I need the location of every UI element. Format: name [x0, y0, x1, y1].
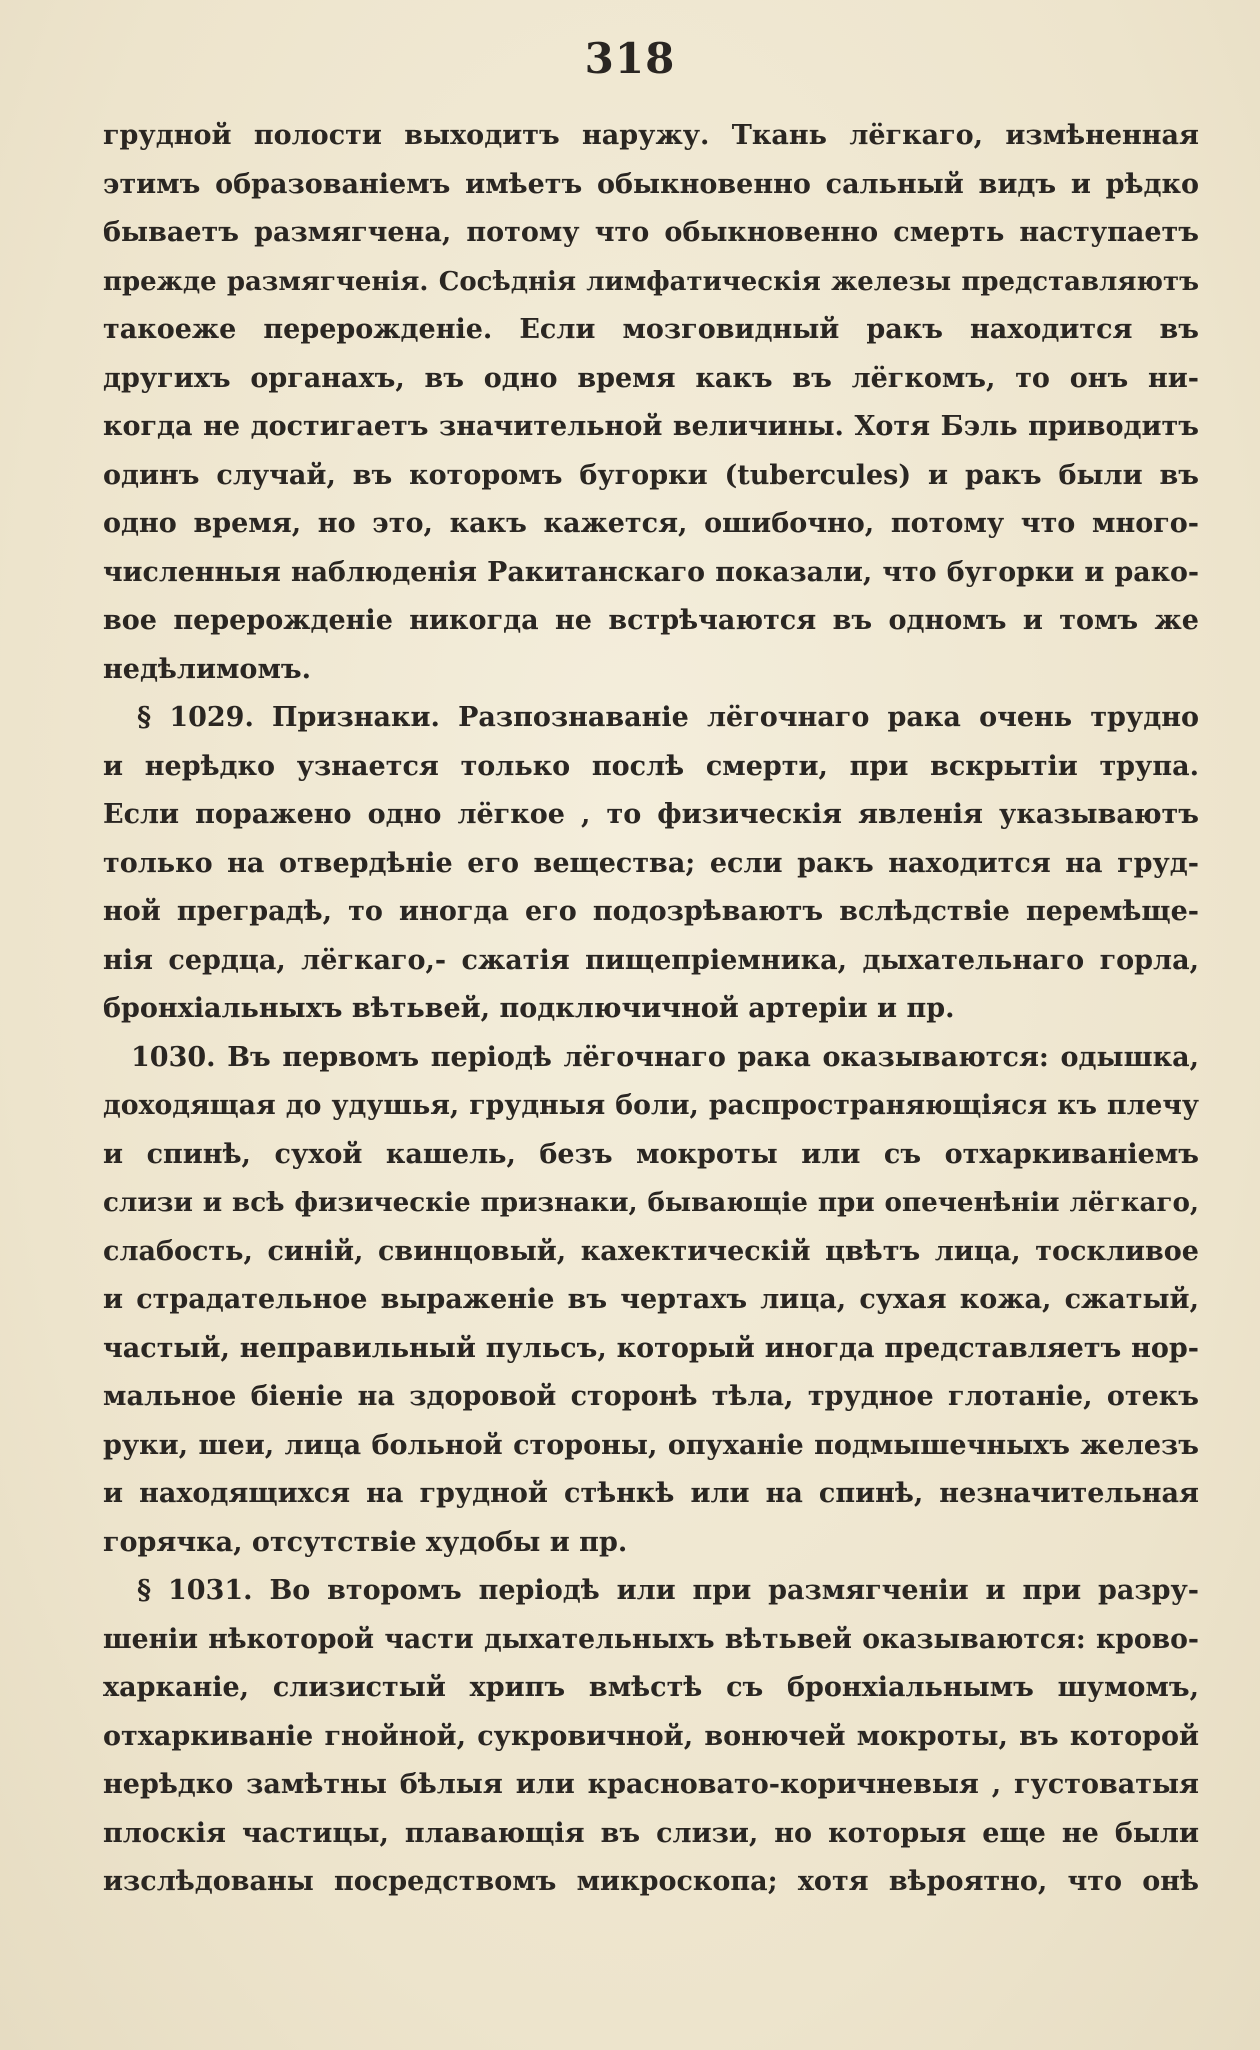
text-line: руки, шеи, лица больной стороны, опуханіе подмышечныхъ железъ [103, 1429, 1199, 1461]
text-line: вое перерожденіе никогда не встрѣчаются въ одномъ и томъ же [103, 605, 1199, 636]
text-line: 1030. Въ первомъ періодѣ лёгочнаго рака оказываются: одышка, [131, 1041, 1199, 1073]
page-number: 318 [584, 34, 676, 83]
text-line: нія сердца, лёгкаго,- сжатія пищепріемника, дыхательнаго горла, [103, 944, 1199, 976]
text-line: бываетъ размягчена, потому что обыкновенно смерть наступаетъ [103, 217, 1199, 248]
text-line: численныя наблюденія Ракитанскаго показали, что бугорки и рако- [103, 556, 1199, 588]
text-line: § 1031. Во второмъ періодѣ или при размягченіи и при разру- [137, 1575, 1199, 1606]
text-line: только на отвердѣніе его вещества; если ракъ находится на груд- [103, 847, 1199, 879]
text-line: когда не достигаетъ значительной величины. Хотя Бэль приводитъ [103, 411, 1199, 442]
text-line: грудной полости выходитъ наружу. Ткань лёгкаго, измѣненная [103, 120, 1199, 151]
text-line: и нерѣдко узнается только послѣ смерти, при вскрытіи трупа. [103, 750, 1199, 782]
text-line: Если поражено одно лёгкое , то физическія явленія указываютъ [103, 799, 1199, 830]
body-text [103, 112, 1199, 1907]
paragraph-1031 [103, 1567, 1199, 1907]
text-line: бронхіальныхъ вѣтьвей, подключичной артеріи и пр. [103, 993, 955, 1024]
text-line: этимъ образованіемъ имѣетъ обыкновенно сальный видъ и рѣдко [103, 168, 1199, 200]
text-line: доходящая до удушья, грудныя боли, распространяющіяся къ плечу [103, 1090, 1199, 1121]
text-line: частый, неправильный пульсъ, который иногда представляетъ нор- [103, 1332, 1199, 1364]
text-line: и страдательное выраженіе въ чертахъ лица, сухая кожа, сжатый, [103, 1284, 1199, 1315]
text-line: § 1029. Признаки. Разпознаваніе лёгочнаго рака очень трудно [137, 702, 1199, 733]
paragraph-1029 [103, 694, 1199, 1034]
text-line: и находящихся на грудной стѣнкѣ или на спинѣ, незначительная [103, 1478, 1199, 1509]
text-line: отхаркиваніе гнойной, сукровичной, вонючей мокроты, въ которой [103, 1720, 1199, 1752]
text-line: слабость, синій, свинцовый, кахектическій цвѣтъ лица, тоскливое [103, 1235, 1199, 1267]
text-line: слизи и всѣ физическіе признаки, бывающіе при опеченѣніи лёгкаго, [103, 1187, 1199, 1218]
text-line: одно время, но это, какъ кажется, ошибочно, потому что много- [103, 508, 1199, 539]
text-line: недѣлимомъ. [103, 653, 312, 685]
text-line: мальное біеніе на здоровой сторонѣ тѣла, трудное глотаніе, отекъ [103, 1381, 1199, 1412]
text-line: ной преградѣ, то иногда его подозрѣваютъ вслѣдствіе перемѣще- [103, 896, 1199, 927]
text-line: нерѣдко замѣтны бѣлыя или красновато-коричневыя , густоватыя [103, 1769, 1199, 1800]
text-line: одинъ случай, въ которомъ бугорки (tubercules) и ракъ были въ [103, 459, 1199, 491]
text-line: такоеже перерожденіе. Если мозговидный ракъ находится въ [103, 314, 1199, 345]
paragraph-continuation [103, 112, 1199, 694]
text-line: горячка, отсутствіе худобы и пр. [103, 1526, 628, 1558]
text-line: изслѣдованы посредствомъ микроскопа; хотя вѣроятно, что онѣ [103, 1866, 1199, 1897]
text-line: прежде размягченія. Сосѣднія лимфатическія железы представляютъ [103, 266, 1199, 297]
text-line: харканіе, слизистый хрипъ вмѣстѣ съ бронхіальнымъ шумомъ, [103, 1672, 1199, 1703]
text-line: шеніи нѣкоторой части дыхательныхъ вѣтьвей оказываются: крово- [103, 1623, 1199, 1655]
text-line: плоскія частицы, плавающія въ слизи, но которыя еще не были [103, 1817, 1199, 1849]
text-line: другихъ органахъ, въ одно время какъ въ лёгкомъ, то онъ ни- [103, 362, 1199, 394]
paragraph-1030 [103, 1034, 1199, 1568]
text-line: и спинѣ, сухой кашель, безъ мокроты или съ отхаркиваніемъ [103, 1138, 1199, 1170]
